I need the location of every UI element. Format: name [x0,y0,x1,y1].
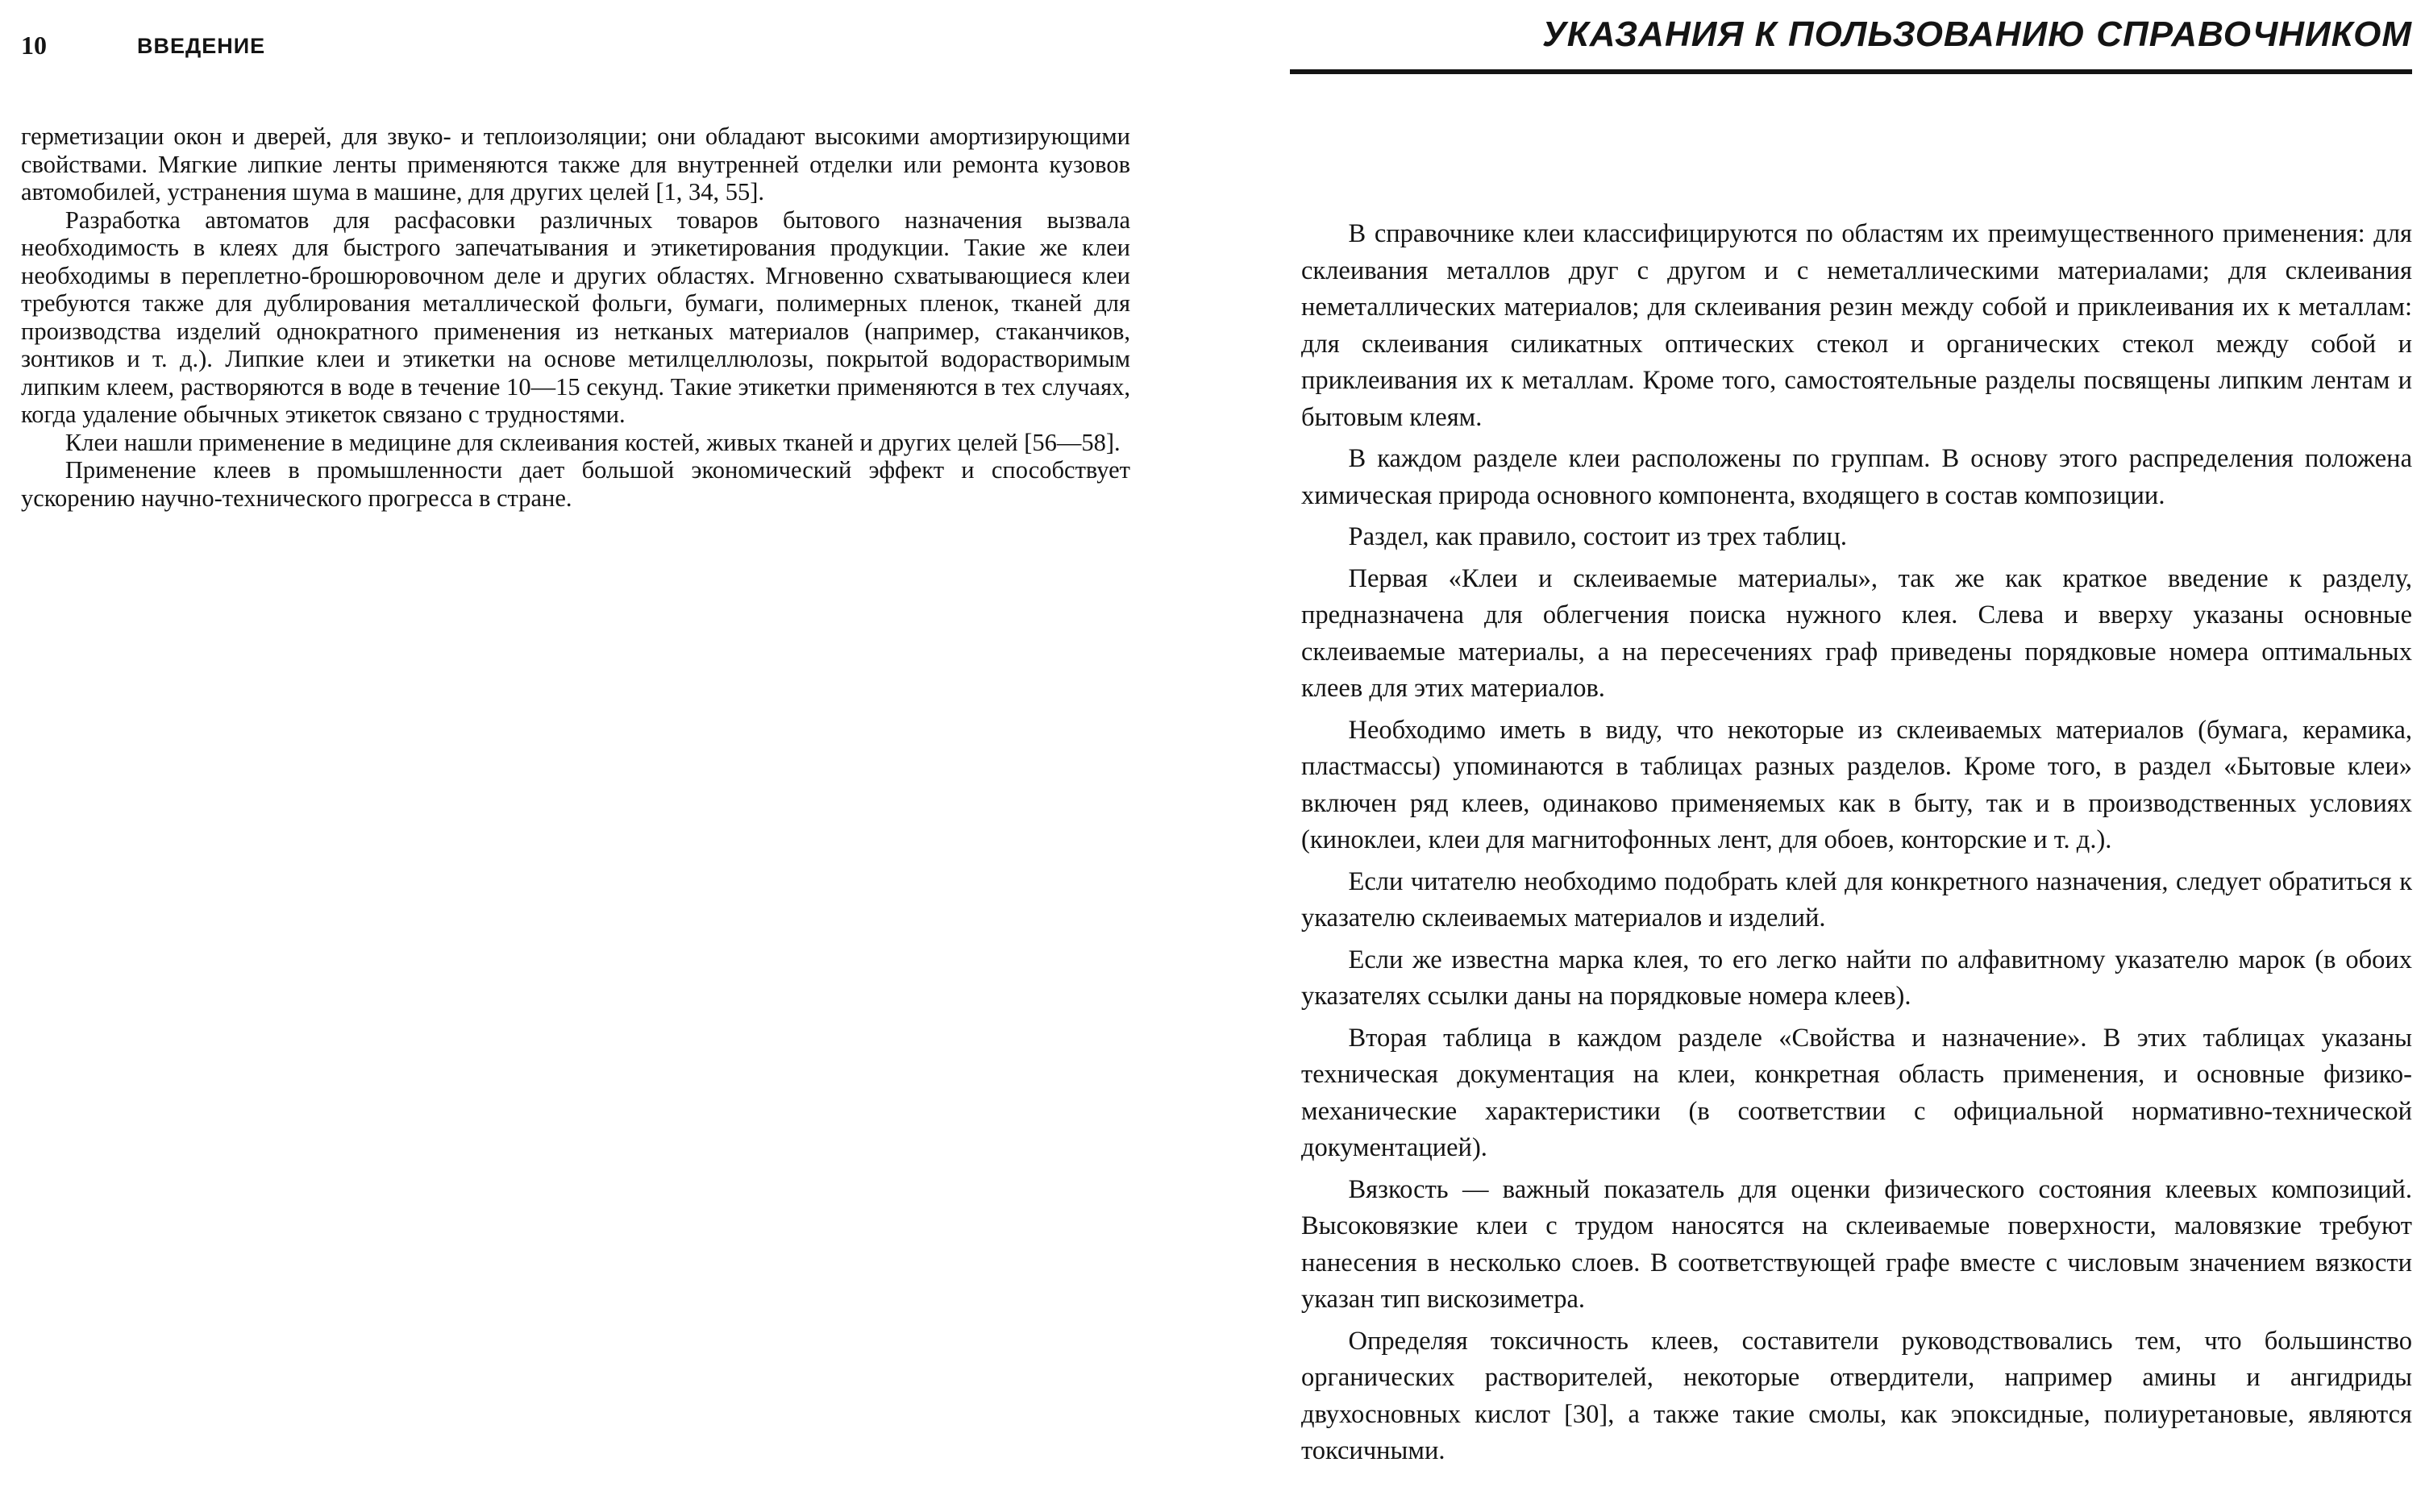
page-number: 10 [21,31,47,60]
paragraph: Определяя токсичность клеев, составители руководствовались тем, что большинство органических растворителей, некоторые отвердители, например амины и ангидриды двухосновных кислот [30], а также такие смолы, как эпоксидные, полиуретановые, являются токсичными. [1301,1326,2412,1465]
right-page-body [1301,216,2412,1475]
right-page-header: УКАЗАНИЯ К ПОЛЬЗОВАНИЮ СПРАВОЧНИКОМ [1541,15,2412,54]
left-page-body [21,123,1130,512]
paragraph: Разработка автоматов для расфасовки различных товаров бытового назначения вызвала необходимость в клеях для быстрого запечатывания и этикетирования продукции. Такие же клеи необходимы в переплетно-брошюровочном деле и других областях. Мгновенно схватывающиеся клеи требуются также для дублирования металлической фольги, бумаги, полимерных пленок, тканей для производства изделий однократного применения из нетканых материалов (например, стаканчиков, зонтиков и т. д.). Липкие клеи и этикетки на основе метилцеллюлозы, покрытой водорастворимым липким клеем, растворяются в воде в течение 10—15 секунд. Такие этикетки применяются в тех случаях, когда удаление обычных этикеток связано с трудностями. [21,206,1130,428]
paragraph: Если же известна марка клея, то его легко найти по алфавитному указателю марок (в обоих указателях ссылки даны на порядковые номера клеев). [1301,945,2412,1011]
paragraph: Вязкость — важный показатель для оценки физического состояния клеевых композиций. Высоковязкие клеи с трудом наносятся на склеиваемые поверхности, маловязкие требуют нанесения в несколько слоев. В соответствующей графе вместе с числовым значением вязкости указан тип вискозиметра. [1301,1174,2412,1314]
paragraph: Необходимо иметь в виду, что некоторые из склеиваемых материалов (бумага, керамика, пластмассы) упоминаются в таблицах разных разделов. Кроме того, в раздел «Бытовые клеи» включен ряд клеев, одинаково применяемых как в быту, так и в производственных условиях (киноклеи, клеи для магнитофонных лент, для обоев, конторские и т. д.). [1301,715,2412,854]
paragraph: В справочнике клеи классифицируются по областям их преимущественного применения: для склеивания металлов друг с другом и с неметаллическими материалами; для склеивания неметаллических материалов; для склеивания резин между собой и приклеивания их к металлам: для склеивания силикатных оптических стекол и органических стекол между собой и приклеивания их к металлам. Кроме того, самостоятельные разделы посвящены липким лентам и бытовым клеям. [1301,219,2412,432]
paragraph: Первая «Клеи и склеиваемые материалы», так же как краткое введение к разделу, предназначена для облегчения поиска нужного клея. Слева и вверху указаны основные склеиваемые материалы, а на пересечениях граф приведены порядковые номера оптимальных клеев для этих материалов. [1301,563,2412,703]
paragraph: В каждом разделе клеи расположены по группам. В основу этого распределения положена химическая природа основного компонента, входящего в состав композиции. [1301,444,2412,510]
paragraph: Вторая таблица в каждом разделе «Свойства и назначение». В этих таблицах указаны техническая документация на клеи, конкретная область применения, и основные физико-механические характеристики (в соответствии с официальной нормативно-технической документацией). [1301,1023,2412,1162]
paragraph: Клеи нашли применение в медицине для склеивания костей, живых тканей и других целей [56—58]. [64,428,1121,456]
paragraph: герметизации окон и дверей, для звуко- и теплоизоляции; они обладают высокими амортизирующими свойствами. Мягкие липкие ленты применяются также для внутренней отделки или ремонта кузовов автомобилей, устранения шума в машине, для других целей [1, 34, 55]. [21,123,1130,206]
paragraph: Если читателю необходимо подобрать клей для конкретного назначения, следует обратиться к указателю склеиваемых материалов и изделий. [1301,866,2412,933]
header-rule [1290,69,2412,74]
paragraph: Раздел, как правило, состоит из трех таблиц. [1348,522,1847,551]
paragraph: Применение клеев в промышленности дает большой экономический эффект и способствует ускорению научно-технического прогресса в стране. [21,456,1130,512]
section-title: ВВЕДЕНИЕ [137,34,266,58]
